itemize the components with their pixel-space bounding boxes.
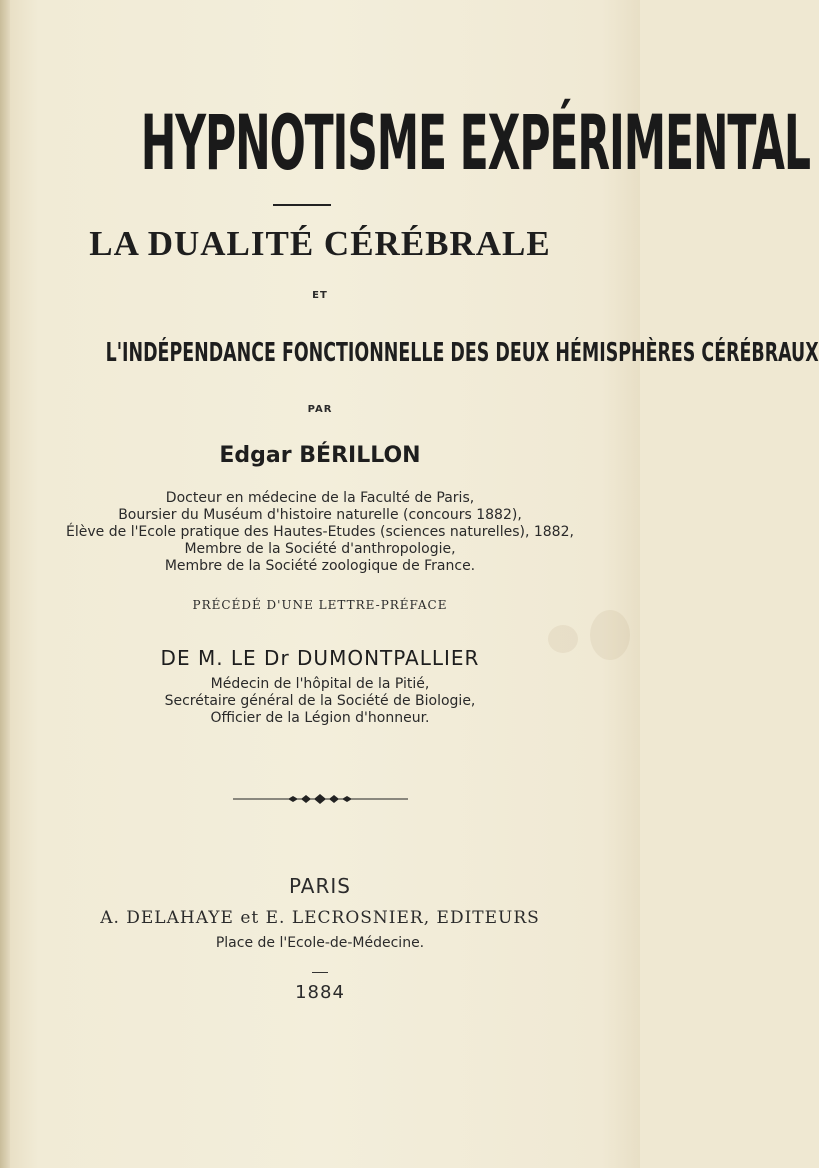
preface-credential: Médecin de l'hôpital de la Pitié, <box>210 676 430 692</box>
imprint-publisher: A. DELAHAYE et E. LECROSNIER, EDITEURS <box>100 908 540 928</box>
par-label: PAR <box>307 404 333 415</box>
decorative-divider <box>0 793 640 805</box>
imprint-city: PARIS <box>289 874 351 898</box>
conjunction-text: ET <box>312 290 328 301</box>
preface-credential: Secrétaire général de la Société de Biologie, <box>164 693 476 709</box>
imprint-year: 1884 <box>295 982 345 1003</box>
author-credential: Membre de la Société d'anthropologie, <box>184 541 456 557</box>
preface-credential: Officier de la Légion d'honneur. <box>210 710 430 726</box>
preface-author: DE M. LE Dr DUMONTPALLIER <box>160 646 480 670</box>
author-credential: Élève de l'Ecole pratique des Hautes-Etudes (sciences naturelles), 1882, <box>66 524 574 540</box>
title-rule <box>273 204 331 206</box>
preface-intro: PRÉCÉDÉ D'UNE LETTRE-PRÉFACE <box>192 598 448 612</box>
imprint-rule <box>312 972 328 973</box>
author-credential: Membre de la Société zoologique de France. <box>164 558 476 574</box>
sub-title: LA DUALITÉ CÉRÉBRALE <box>89 224 551 263</box>
author-credential: Docteur en médecine de la Faculté de Paris, <box>165 490 475 506</box>
author-name: Edgar BÉRILLON <box>219 443 421 468</box>
subtitle: L'INDÉPENDANCE FONCTIONNELLE DES DEUX HÉMISPHÈRES CÉRÉBRAUX <box>105 338 819 368</box>
imprint-address: Place de l'Ecole-de-Médecine. <box>215 935 425 951</box>
author-credential: Boursier du Muséum d'histoire naturelle (concours 1882), <box>118 507 522 523</box>
main-title: HYPNOTISME EXPÉRIMENTAL <box>140 98 810 187</box>
